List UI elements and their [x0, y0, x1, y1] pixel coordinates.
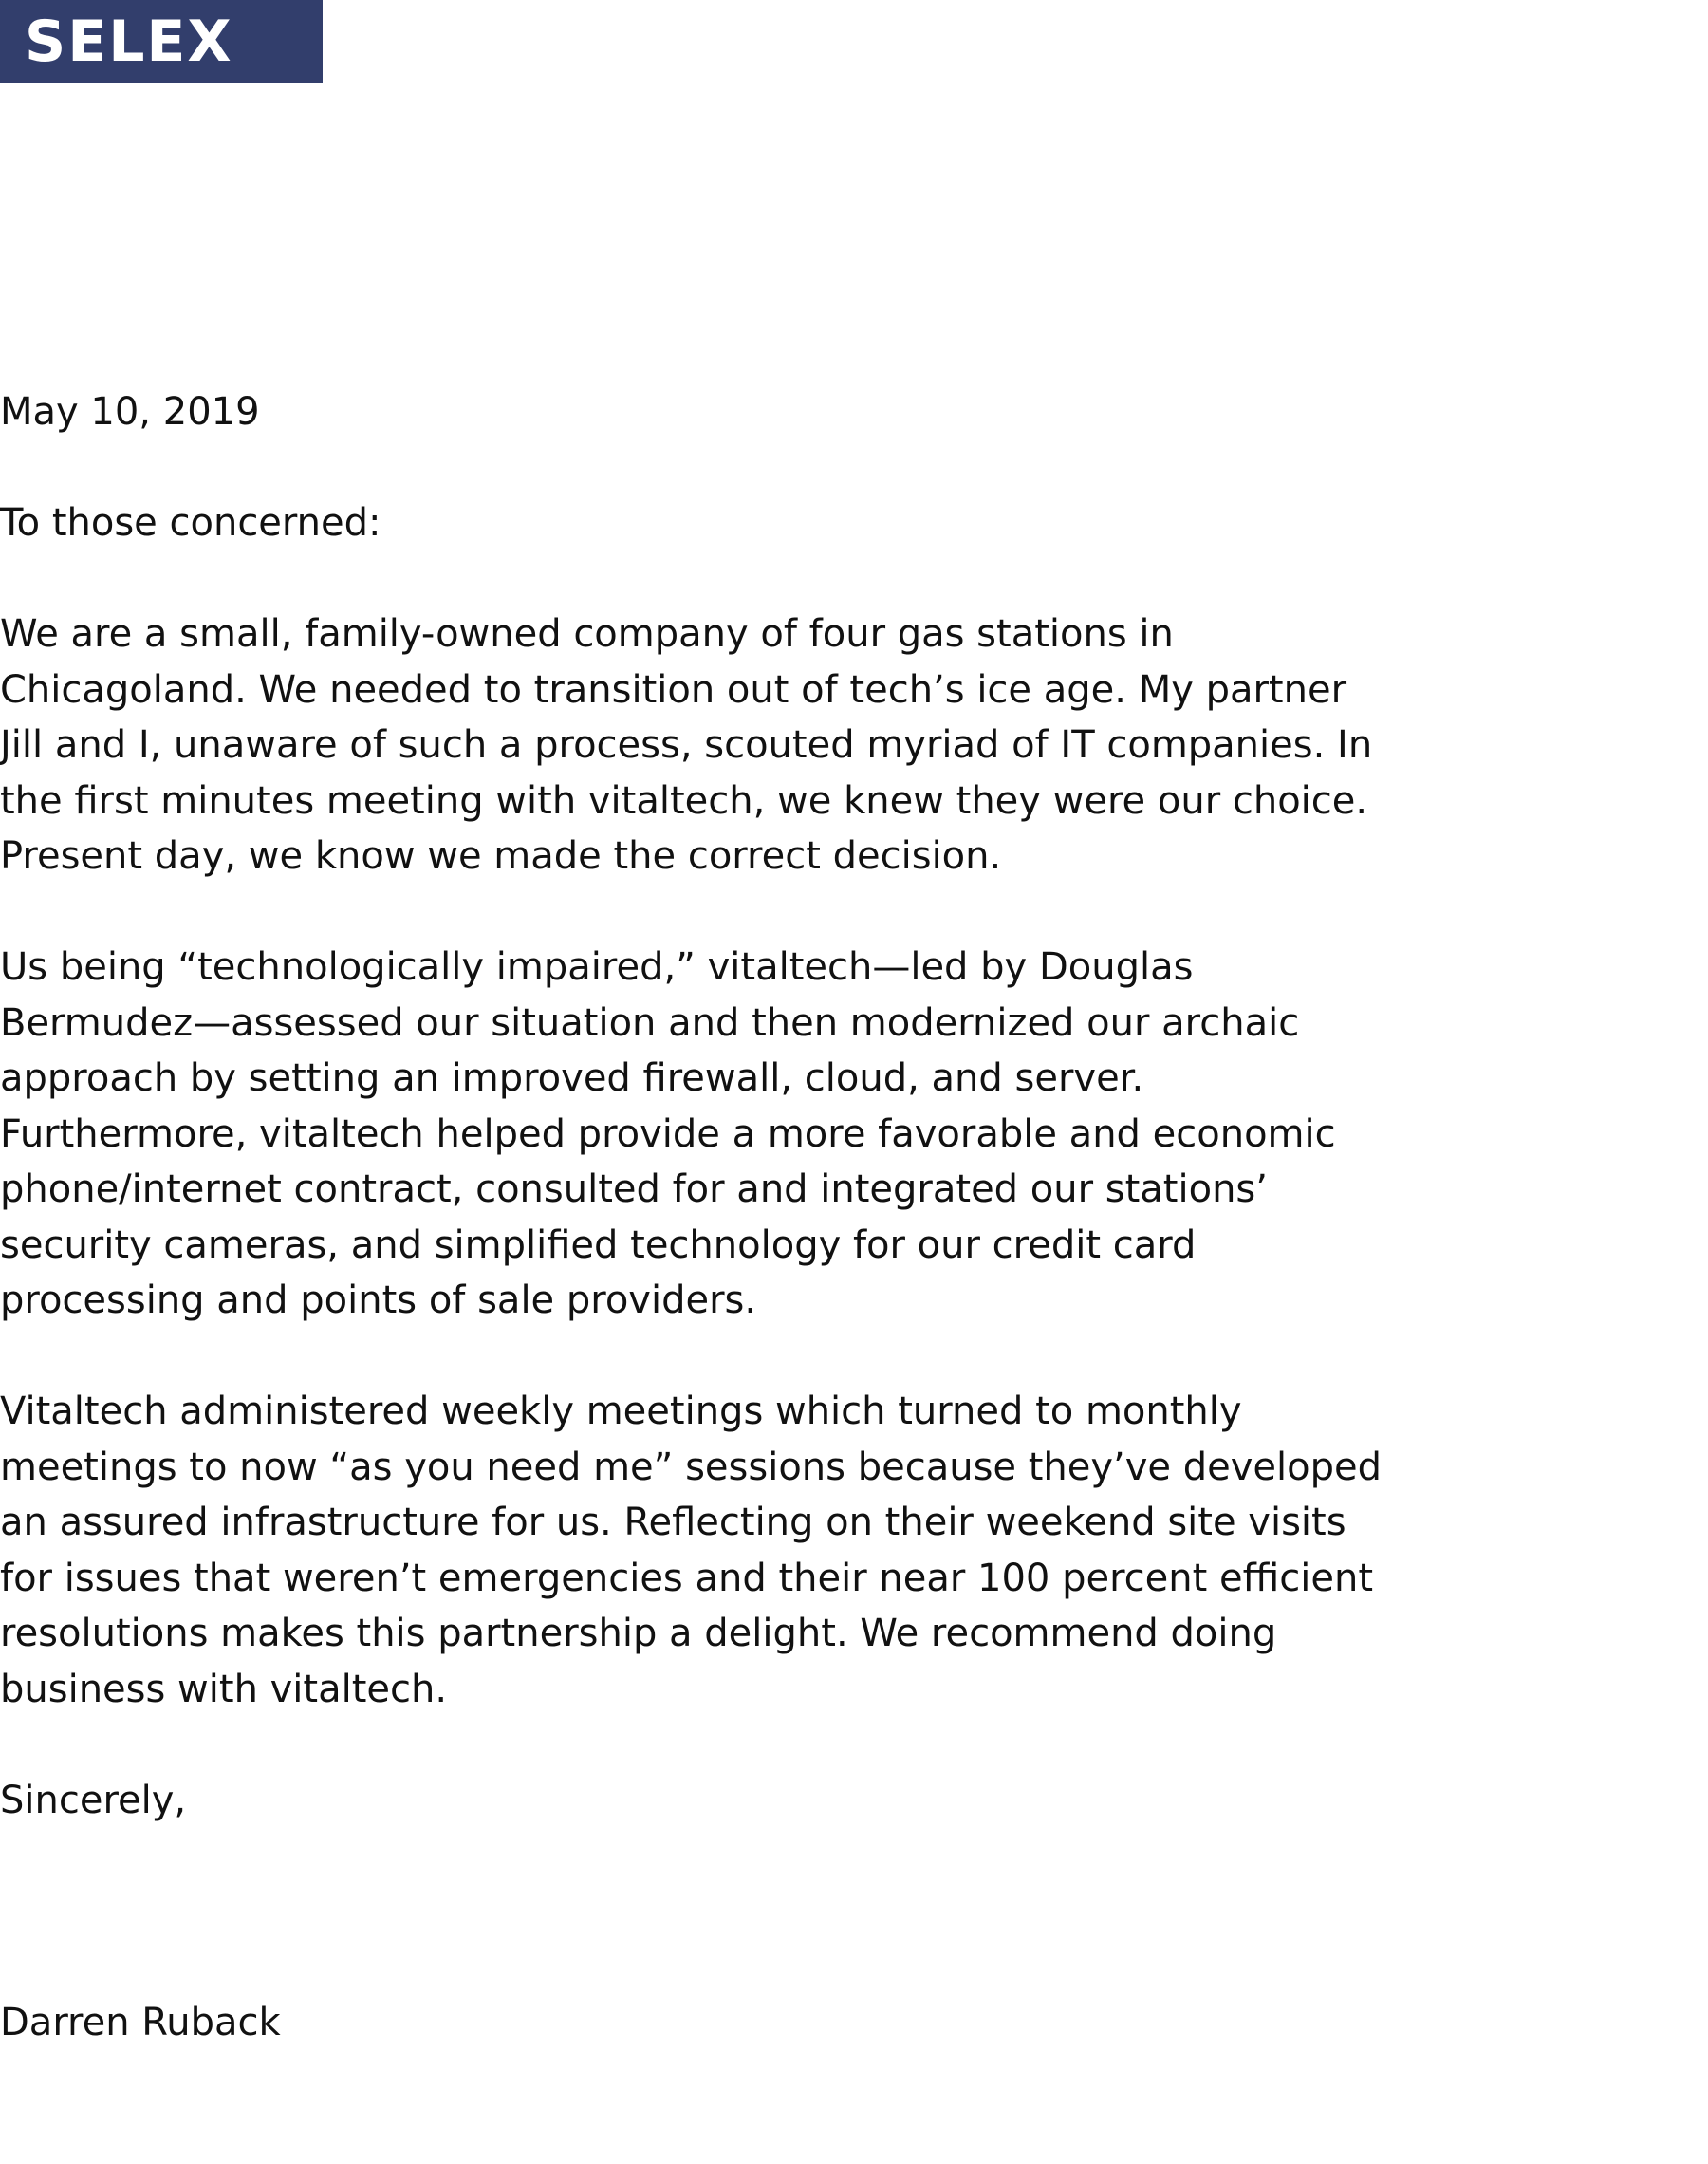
letter-date: May 10, 2019 [0, 390, 260, 434]
paragraph-line: Chicagoland. We needed to transition out of tech’s ice age. My partner [0, 667, 1347, 712]
signature-name: Darren Ruback [0, 2000, 281, 2044]
paragraph-3 [0, 1384, 1442, 1717]
spacer [0, 1717, 1442, 1773]
spacer [0, 1329, 1442, 1385]
paragraph-2 [0, 940, 1442, 1329]
paragraph-line: the first minutes meeting with vitaltech, we knew they were our choice. [0, 778, 1368, 823]
paragraph-line: processing and points of sale providers. [0, 1278, 757, 1322]
spacer [0, 551, 1442, 607]
spacer [0, 440, 1442, 496]
paragraph-line: for issues that weren’t emergencies and their near 100 percent efficient [0, 1556, 1374, 1600]
paragraph-1 [0, 606, 1442, 885]
paragraph-line: approach by setting an improved firewall, cloud, and server. [0, 1056, 1144, 1100]
paragraph-line: security cameras, and simplified technology for our credit card [0, 1222, 1197, 1267]
paragraph-line: an assured infrastructure for us. Reflecting on their weekend site visits [0, 1501, 1346, 1544]
logo-text: SELEX [25, 8, 233, 75]
paragraph-line: phone/internet contract, consulted for and integrated our stations’ [0, 1167, 1268, 1211]
letter-body [0, 384, 1442, 2050]
paragraph-line: Us being “technologically impaired,” vitaltech—led by Douglas [0, 945, 1194, 989]
spacer [0, 885, 1442, 941]
paragraph-line: business with vitaltech. [0, 1667, 448, 1711]
paragraph-line: Furthermore, vitaltech helped provide a more favorable and economic [0, 1111, 1336, 1156]
selex-logo [0, 0, 323, 83]
paragraph-line: Bermudez—assessed our situation and then modernized our archaic [0, 1000, 1300, 1045]
paragraph-line: Jill and I, unaware of such a process, scouted myriad of IT companies. In [0, 723, 1373, 767]
letter-salutation: To those concerned: [0, 501, 381, 545]
paragraph-line: Vitaltech administered weekly meetings which turned to monthly [0, 1390, 1242, 1433]
paragraph-line: We are a small, family-owned company of four gas stations in [0, 612, 1174, 656]
paragraph-line: meetings to now “as you need me” sessions because they’ve developed [0, 1445, 1383, 1489]
paragraph-line: resolutions makes this partnership a delight. We recommend doing [0, 1612, 1277, 1655]
letter-closing: Sincerely, [0, 1778, 187, 1822]
signature-space [0, 1828, 1442, 1995]
paragraph-line: Present day, we know we made the correct decision. [0, 834, 1002, 878]
